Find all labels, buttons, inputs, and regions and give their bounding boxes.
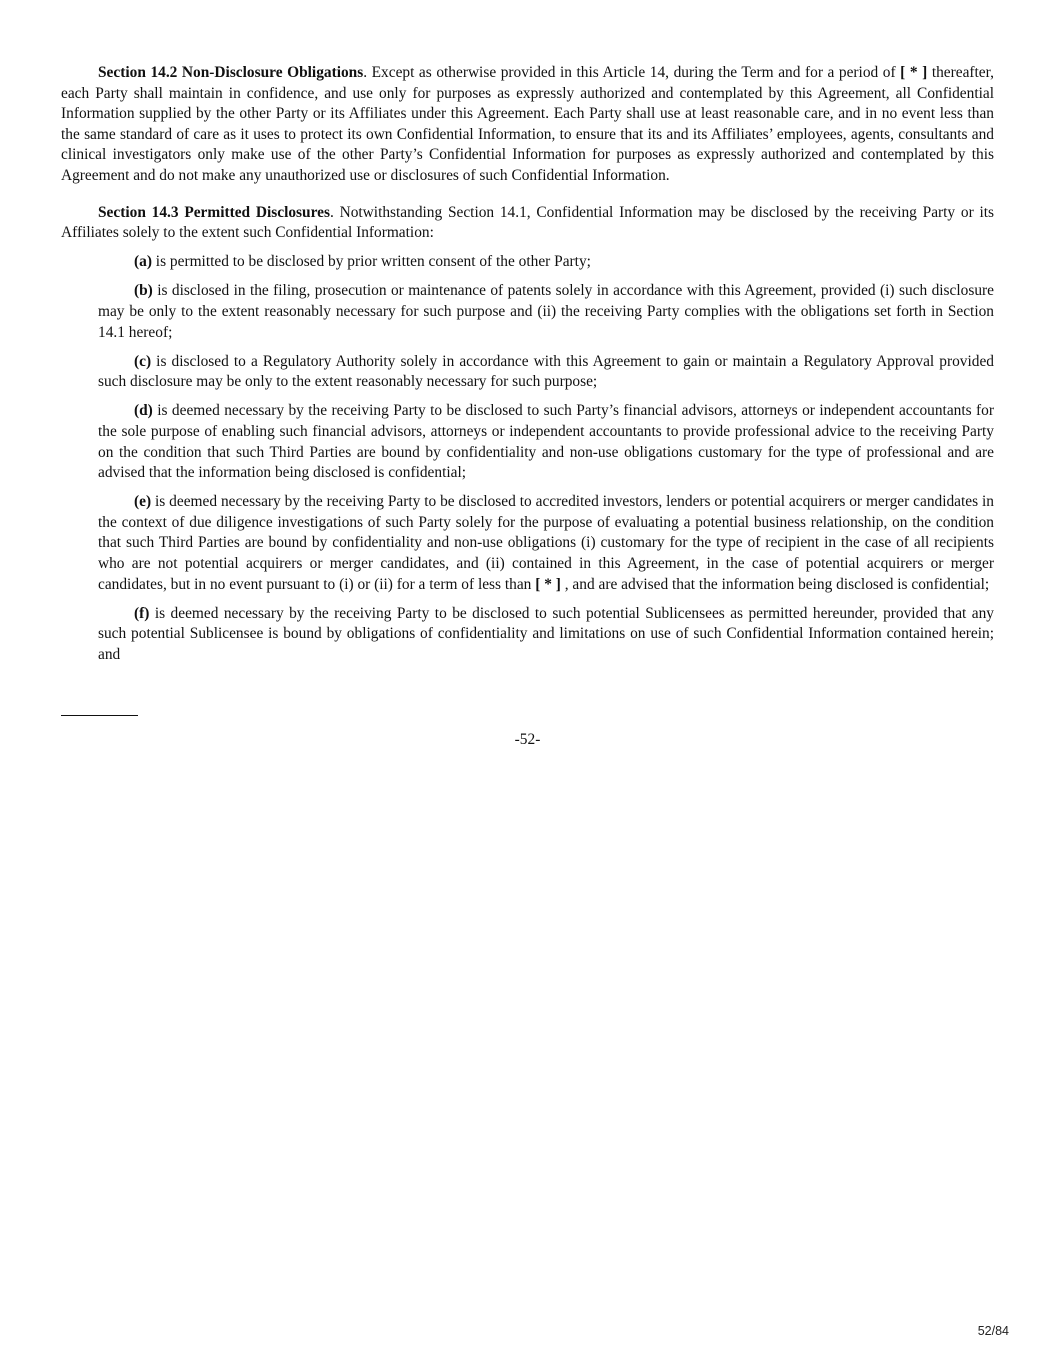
item-label: (c) [134, 352, 152, 370]
page-counter: 52/84 [977, 1324, 1009, 1338]
item-text: is deemed necessary by the receiving Party to be disclosed to such potential Sublicensees as permitted hereunder, provided that any such potential Sublicensee is bound by obligations of confidentiality and limitations on use of such Confidential Information contained herein; and [98, 604, 994, 663]
section-14-3-paragraph [61, 203, 994, 244]
section-14-2-text-part-2: thereafter, each Party shall maintain in confidence, and use only for purposes as expressly authorized and contemplated by this Agreement, all Confidential Information supplied by the other Party or its Affiliates under this Agreement. Each Party shall use at least reasonable care, and in no event less than the same standard of care as it uses to protect its own Confidential Information, to ensure that its and its Affiliates’ employees, agents, consultants and clinical investigators only make use of the other Party’s Confidential Information for purposes as expressly authorized and contemplated by this Agreement and do not make any unauthorized use or disclosures of such Confidential Information. [61, 64, 994, 184]
list-item-e [98, 492, 994, 595]
item-text: is deemed necessary by the receiving Party to be disclosed to such Party’s financial advisors, attorneys or independent accountants for the sole purpose of enabling such financial advisors, attorneys or independent accountants to provide professional advice to the receiving Party on the condition that such Third Parties are bound by confidentiality and non-use obligations customary for the type of professional and are advised that the information being disclosed is confidential; [98, 402, 994, 482]
section-14-3-heading: Section 14.3 Permitted Disclosures [98, 203, 330, 221]
item-text: is disclosed in the filing, prosecution or maintenance of patents solely in accordance with this Agreement, provided (i) such disclosure may be only to the extent reasonably necessary for such purpose and (ii) the receiving Party complies with the obligations set forth in Section 14.1 hereof; [98, 282, 994, 341]
item-label: (f) [134, 604, 150, 622]
list-item-b [98, 281, 994, 343]
item-label: (a) [134, 253, 152, 271]
page-number: -52- [514, 731, 541, 748]
item-label: (e) [134, 493, 152, 511]
item-label: (b) [134, 282, 153, 300]
list-item-f [98, 604, 994, 666]
item-label: (d) [134, 402, 153, 420]
section-14-3-text: . Notwithstanding Section 14.1, Confidential Information may be disclosed by the receiving Party or its Affiliates solely to the extent such Confidential Information: [61, 203, 994, 242]
list-item-c [98, 352, 994, 393]
section-14-2-text-part-1: . Except as otherwise provided in this Article 14, during the Term and for a period of [363, 64, 901, 81]
document-body [61, 63, 994, 665]
item-text-part-2: , and are advised that the information being disclosed is confidential; [560, 575, 990, 593]
item-text-part-1: is deemed necessary by the receiving Party to be disclosed to accredited investors, lenders or potential acquirers or merger candidates in the context of due diligence investigations of such Party solely for the purpose of evaluating a potential business relationship, on the condition that such Third Parties are bound by confidentiality and non-use obligations (i) customary for the type of recipient in the case of all recipients who are not potential acquirers or merger candidates, and (ii) contained in this Agreement, in the case of potential acquirers or merger candidates, but in no event pursuant to (i) or (ii) for a term of less than [98, 493, 994, 593]
section-14-2-paragraph [61, 63, 994, 187]
item-text: is permitted to be disclosed by prior written consent of the other Party; [151, 253, 591, 271]
list-item-d [98, 401, 994, 483]
redaction-marker: [ * ] [900, 64, 928, 81]
section-14-2-heading: Section 14.2 Non-Disclosure Obligations [98, 64, 364, 81]
item-text: is disclosed to a Regulatory Authority solely in accordance with this Agreement to gain or maintain a Regulatory Approval provided such disclosure may be only to the extent reasonably necessary for such purpose; [98, 352, 994, 391]
redaction-marker: [ * ] [535, 575, 561, 593]
footnote-divider [61, 715, 138, 716]
permitted-disclosures-list [61, 252, 994, 665]
list-item-a [98, 252, 994, 273]
